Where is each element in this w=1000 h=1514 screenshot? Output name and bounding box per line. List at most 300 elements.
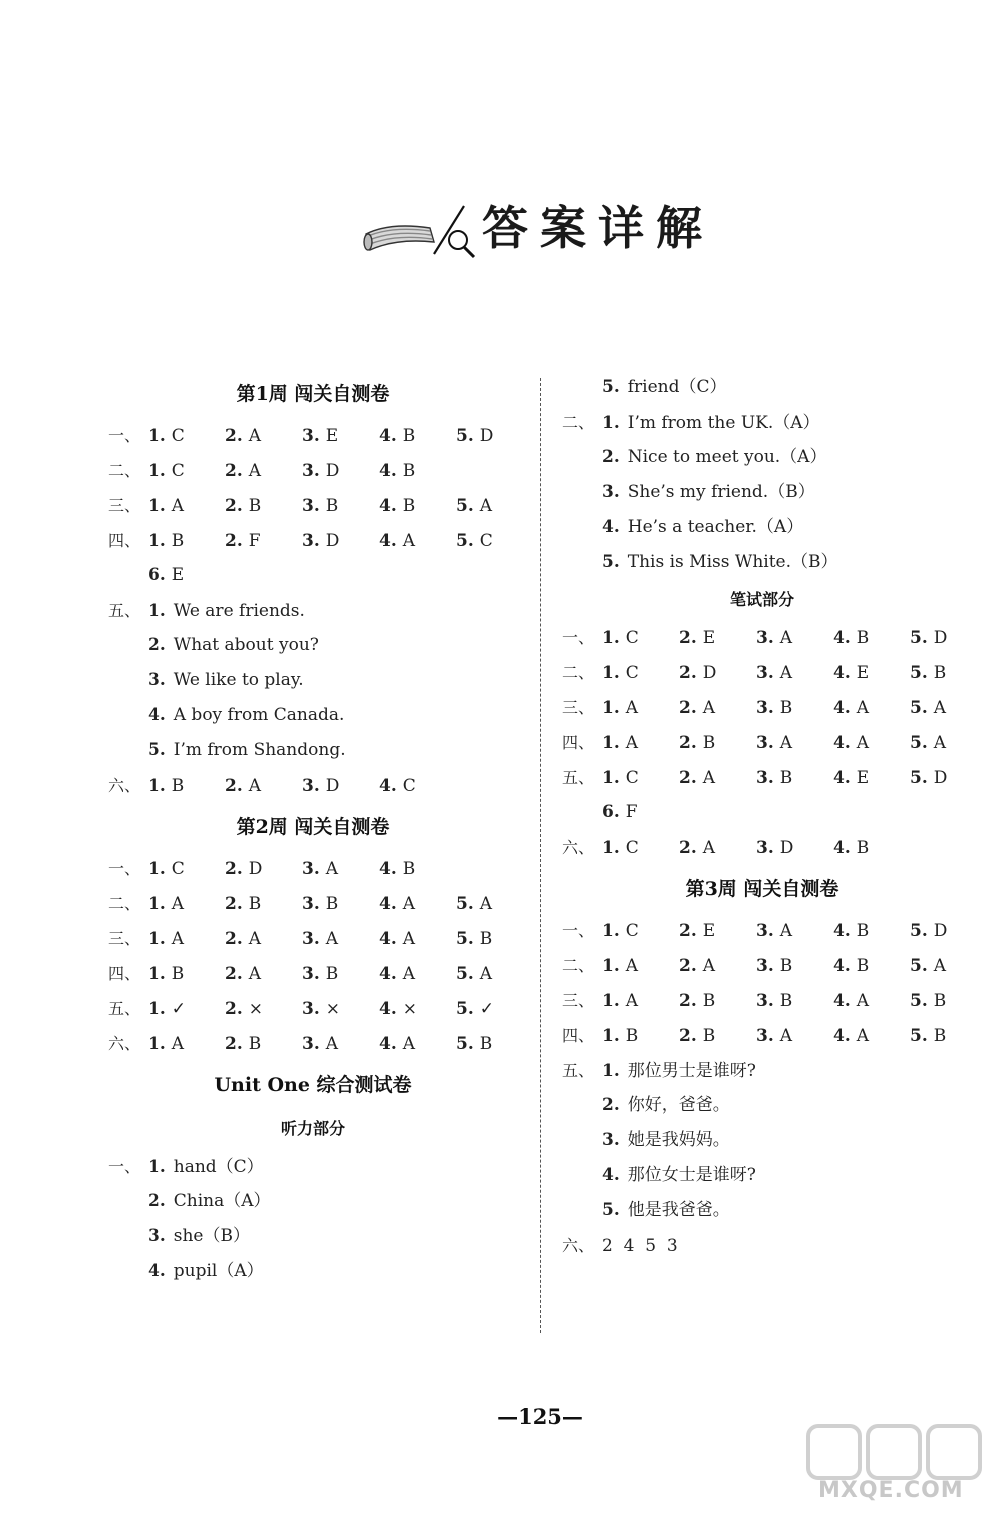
answer-value: E [702,628,716,648]
answer-number: 4. [379,461,397,481]
answer-number: 5. [456,929,474,949]
answer-cell [756,1019,833,1054]
answer-number: 4. [602,1165,620,1185]
answer-value: B [402,426,416,446]
answer-value: A [856,733,870,753]
answer-number: 1. [602,663,620,683]
answer-value: B [248,1034,262,1054]
answer-cell [833,831,910,866]
answer-number: 5. [148,740,166,760]
answer-value: B [171,531,185,551]
answer-row [562,510,962,545]
answer-cell [679,656,756,691]
answer-row [562,1158,962,1193]
answer-cell [602,914,679,949]
answer-row [108,1026,518,1061]
answer-number: 2. [679,991,697,1011]
question-group-label: 四、 [108,531,141,550]
answer-number: 5. [910,733,928,753]
answer-row [562,1053,962,1088]
answer-sentence [602,1088,730,1123]
question-group-label: 五、 [562,768,595,787]
answer-cell [910,621,987,656]
answer-cell [148,922,225,957]
answer-cell [756,761,833,796]
answer-number: 2. [679,768,697,788]
answer-cell [833,691,910,726]
answer-value: B [702,1026,716,1046]
answer-cell [602,984,679,1019]
question-group-label: 一、 [562,921,595,940]
answer-cell [456,524,533,559]
answer-row [108,523,518,558]
answer-number: 4. [379,531,397,551]
answer-number: 1. [148,426,166,446]
answer-cell [148,1027,225,1062]
answer-text: she（B） [173,1226,250,1246]
answer-number: 4. [833,1026,851,1046]
answer-row [562,725,962,760]
answer-value: D [325,461,340,481]
answer-number: 1. [602,956,620,976]
answer-sentence [602,1054,756,1089]
section-title: 第3周 闯关自测卷 [685,878,839,900]
answer-cell [679,914,756,949]
answer-value: B [933,663,947,683]
answer-value: D [933,768,948,788]
column-divider [540,378,541,1333]
answer-cell [379,957,456,992]
answer-row [108,663,518,698]
answer-cell [302,419,379,454]
answer-row [562,1088,962,1123]
answer-number: 5. [910,956,928,976]
answer-value: A [325,859,339,879]
answer-value: B [248,496,262,516]
answer-value: E [856,663,870,683]
answer-value: B [933,991,947,1011]
answer-number: 4. [379,894,397,914]
answer-number: 2. [225,999,243,1019]
answer-value: A [856,1026,870,1046]
answer-number: 4. [833,956,851,976]
answer-sentence [148,1219,250,1254]
answer-value: A [933,956,947,976]
answer-row [562,830,962,865]
answer-number: 3. [148,670,166,690]
answer-row [108,921,518,956]
answer-cell [302,769,379,804]
section-title: 第1周 闯关自测卷 [236,383,390,405]
answer-cell [833,726,910,761]
answer-text: I’m from the UK.（A） [627,413,820,433]
answer-number: 5. [910,768,928,788]
question-group-label: 一、 [108,426,141,445]
answer-cell [302,454,379,489]
section-title: Unit One 综合测试卷 [214,1074,412,1096]
answer-number: 5. [456,531,474,551]
answer-row [562,1193,962,1228]
right-column [562,370,962,1263]
answer-value: B [856,628,870,648]
answer-number: 1. [602,698,620,718]
answer-cell [225,887,302,922]
answer-value: A [625,991,639,1011]
answer-number: 5. [602,377,620,397]
answer-number: 4. [833,698,851,718]
answer-number: 2. [225,894,243,914]
answer-value: E [702,921,716,941]
answer-cell [148,454,225,489]
answer-number: 4. [379,1034,397,1054]
question-group-label: 二、 [108,461,141,480]
answer-cell [833,656,910,691]
answer-cell [379,489,456,524]
answer-row [108,1254,518,1289]
question-group-label: 一、 [108,1157,141,1176]
answer-number: 5. [456,496,474,516]
answer-number: 4. [379,859,397,879]
answer-cell [225,852,302,887]
answer-cell [602,795,679,830]
answer-value: A [402,531,416,551]
answer-cell [833,621,910,656]
answer-value: A [248,461,262,481]
scroll-magnifier-icon [360,200,480,260]
answer-cell [756,984,833,1019]
answer-row [562,795,962,830]
answer-number: 4. [148,705,166,725]
answer-row [562,1018,962,1053]
answer-cell [148,489,225,524]
answer-cell [910,656,987,691]
answer-text: What about you? [173,635,319,655]
answer-sequence: 2 4 5 3 [602,1236,678,1256]
question-group-label: 二、 [562,663,595,682]
answer-value: A [479,964,493,984]
answer-sentence [148,698,344,733]
answer-row [108,768,518,803]
answer-value: B [856,921,870,941]
answer-value: A [933,698,947,718]
answer-value: B [325,894,339,914]
answer-number: 3. [302,531,320,551]
answer-value: B [933,1026,947,1046]
answer-cell [225,957,302,992]
answer-number: 1. [148,776,166,796]
answer-cell [679,621,756,656]
question-group-label: 五、 [562,1061,595,1080]
answer-cell [148,419,225,454]
answer-number: 1. [148,531,166,551]
answer-value: A [779,921,793,941]
answer-cell [456,957,533,992]
answer-value: C [402,776,416,796]
answer-number: 2. [225,426,243,446]
answer-value: B [479,929,493,949]
answer-cell [225,524,302,559]
answer-cell [302,887,379,922]
answer-cell [225,992,302,1027]
answer-number: 4. [833,663,851,683]
answer-number: 1. [602,1061,620,1081]
answer-cell [910,949,987,984]
answer-sentence [602,1193,730,1228]
answer-value: D [702,663,717,683]
answer-cell [910,726,987,761]
answer-value: C [171,461,185,481]
question-group-label: 二、 [562,956,595,975]
answer-number: 1. [148,999,166,1019]
answer-cell [833,984,910,1019]
answer-number: 5. [910,1026,928,1046]
answer-text: A boy from Canada. [173,705,345,725]
answer-value: B [171,776,185,796]
answer-cell [225,922,302,957]
answer-number: 2. [148,635,166,655]
answer-value: ✓ [171,999,186,1019]
answer-row [108,1219,518,1254]
answer-cell [756,949,833,984]
answer-row [562,690,962,725]
answer-sentence [602,370,727,405]
answer-text: hand（C） [173,1157,264,1177]
answer-value: A [779,628,793,648]
answer-number: 4. [833,628,851,648]
answer-cell [833,949,910,984]
answer-cell [756,726,833,761]
answer-cell [302,489,379,524]
page-number: —125— [497,1404,583,1429]
answer-value: ✓ [479,999,494,1019]
answer-cell [910,761,987,796]
question-group-label: 四、 [108,964,141,983]
answer-value: A [625,956,639,976]
answer-value: A [402,964,416,984]
answer-cell [225,454,302,489]
answer-number: 2. [225,496,243,516]
answer-cell [833,761,910,796]
answer-value: B [856,956,870,976]
answer-sentence [602,440,826,475]
answer-cell [602,831,679,866]
answer-number: 1. [602,733,620,753]
answer-value: C [625,921,639,941]
answer-value: A [325,1034,339,1054]
answer-value: D [479,426,494,446]
answer-number: 1. [148,601,166,621]
answer-number: 4. [833,838,851,858]
answer-number: 2. [148,1191,166,1211]
answer-cell [679,726,756,761]
answer-value: A [779,663,793,683]
answer-cell [302,524,379,559]
answer-cell [679,1019,756,1054]
answer-value: A [402,894,416,914]
answer-number: 3. [302,894,320,914]
answer-cell [756,656,833,691]
answer-cell [602,1019,679,1054]
answer-value: C [625,838,639,858]
answer-row [108,628,518,663]
answer-cell [833,1019,910,1054]
answer-cell [379,1027,456,1062]
watermark-url: MXQE.COM [818,1478,964,1503]
answer-value: D [325,531,340,551]
answer-cell [602,761,679,796]
answer-value: A [402,1034,416,1054]
answer-number: 1. [148,1157,166,1177]
answer-row [108,1184,518,1219]
answer-value: B [248,894,262,914]
answer-text: She’s my friend.（B） [627,482,815,502]
answer-number: 3. [302,461,320,481]
answer-sentence [602,475,815,510]
section-title: 第2周 闯关自测卷 [236,816,390,838]
answer-value: × [402,999,417,1019]
question-group-label: 四、 [562,1026,595,1045]
answer-value: A [702,698,716,718]
answer-number: 1. [602,921,620,941]
answer-number: 5. [910,921,928,941]
answer-sentence [602,510,803,545]
answer-cell [225,769,302,804]
answer-row [562,913,962,948]
answer-cell [302,957,379,992]
answer-row [108,453,518,488]
answer-cell [679,831,756,866]
answer-text: This is Miss White.（B） [627,552,838,572]
question-group-label: 五、 [108,999,141,1018]
answer-number: 4. [379,776,397,796]
answer-number: 3. [602,482,620,502]
answer-number: 3. [302,999,320,1019]
answer-number: 3. [756,698,774,718]
answer-value: A [325,929,339,949]
answer-number: 2. [679,838,697,858]
question-group-label: 六、 [108,1034,141,1053]
answer-row [108,593,518,628]
answer-number: 4. [833,921,851,941]
answer-number: 1. [602,991,620,1011]
answer-value: E [856,768,870,788]
answer-number: 2. [225,531,243,551]
question-group-label: 一、 [562,628,595,647]
answer-number: 1. [602,838,620,858]
answer-value: A [933,733,947,753]
answer-value: C [479,531,493,551]
answer-value: × [325,999,340,1019]
answer-number: 2. [679,733,697,753]
answer-sentence [602,406,820,441]
answer-value: B [325,496,339,516]
answer-cell [379,769,456,804]
answer-value: A [171,929,185,949]
answer-row [108,956,518,991]
answer-number: 3. [148,1226,166,1246]
answer-number: 5. [602,1200,620,1220]
question-group-label: 六、 [108,776,141,795]
answer-number: 2. [225,1034,243,1054]
answer-cell [302,852,379,887]
answer-number: 3. [756,768,774,788]
answer-value: E [325,426,339,446]
question-group-label: 六、 [562,838,595,857]
answer-number: 4. [379,999,397,1019]
answer-row [108,698,518,733]
answer-value: A [779,1026,793,1046]
answer-number: 5. [456,426,474,446]
answer-cell [302,1027,379,1062]
answer-number: 4. [833,991,851,1011]
answer-cell [302,992,379,1027]
answer-text: We like to play. [173,670,304,690]
answer-value: C [171,426,185,446]
answer-cell [379,524,456,559]
answer-row [108,733,518,768]
answer-row [562,655,962,690]
question-group-label: 三、 [108,496,141,515]
answer-value: B [479,1034,493,1054]
answer-number: 5. [456,894,474,914]
answer-cell [756,691,833,726]
answer-row [562,475,962,510]
answer-number: 5. [910,663,928,683]
answer-number: 4. [379,964,397,984]
answer-value: B [702,733,716,753]
answer-number: 2. [225,964,243,984]
answer-sentence [148,1254,264,1289]
answer-value: A [248,426,262,446]
question-group-label: 四、 [562,733,595,752]
answer-number: 3. [756,838,774,858]
answer-number: 3. [756,733,774,753]
answer-number: 2. [225,461,243,481]
answer-number: 1. [148,964,166,984]
answer-cell [679,949,756,984]
answer-number: 2. [679,628,697,648]
answer-number: 6. [148,565,166,585]
answer-number: 1. [602,413,620,433]
answer-sentence [148,594,305,629]
answer-value: A [248,929,262,949]
answer-cell [679,691,756,726]
answer-row [108,488,518,523]
answer-number: 1. [148,461,166,481]
answer-number: 1. [602,1026,620,1046]
answer-number: 6. [602,802,620,822]
answer-value: A [248,776,262,796]
answer-sentence [148,628,319,663]
answer-number: 1. [148,1034,166,1054]
answer-number: 3. [302,496,320,516]
answer-value: D [933,628,948,648]
answer-row [562,545,962,580]
answer-number: 5. [910,698,928,718]
answer-cell [148,957,225,992]
answer-cell [456,922,533,957]
answer-number: 2. [225,929,243,949]
answer-value: A [856,698,870,718]
answer-number: 4. [602,517,620,537]
answer-cell [602,656,679,691]
answer-value: F [625,802,638,822]
answer-sentence [602,1123,730,1158]
answer-value: A [702,768,716,788]
answer-cell [679,761,756,796]
answer-value: B [702,991,716,1011]
answer-cell [225,1027,302,1062]
